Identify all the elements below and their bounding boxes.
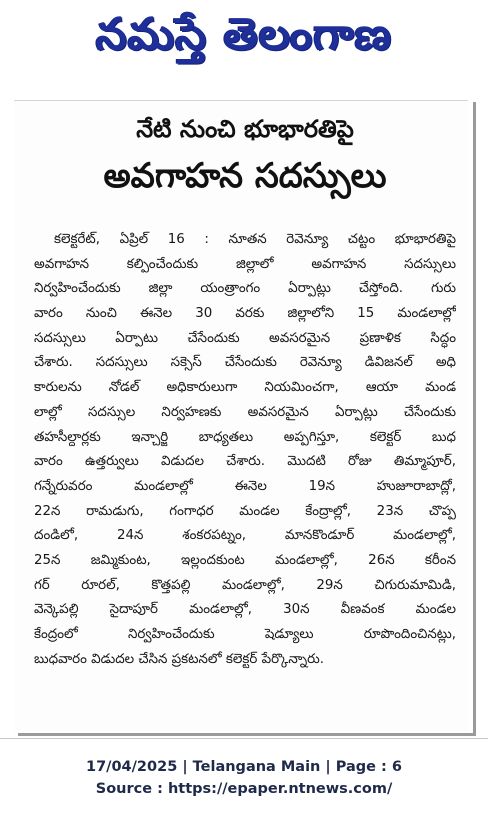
article-line: వారం ఉత్తర్వులు విడుదల చేశారు. మొదటి రోజు తిమ్మాపూర్, bbox=[34, 454, 456, 470]
headline-line-2: అవగాహన సదస్సులు bbox=[103, 156, 387, 196]
edition-info: 17/04/2025 | Telangana Main | Page : 6 bbox=[85, 759, 402, 775]
source-link[interactable]: Source : https://epaper.ntnews.com/ bbox=[95, 781, 393, 797]
article-line: అవగాహన కల్పించేందుకు జిల్లాలో అవగాహన సదస్సులు bbox=[34, 256, 456, 272]
newspaper-logo: నమస్తే తెలంగాణ bbox=[95, 9, 393, 60]
footer-divider bbox=[0, 738, 488, 739]
article-line: 25న జమ్మికుంట, ఇల్లందకుంట మండలాల్లో, 26న కరీంన bbox=[34, 552, 456, 568]
article-line: గన్నేరువరం మండలాల్లో ఈనెల 19న హుజూరాబాద్లో, bbox=[34, 478, 456, 494]
article-line: వారం నుంచి ఈనెల 30 వరకు జిల్లాలోని 15 మండలాల్లో bbox=[34, 306, 456, 322]
article-body bbox=[34, 228, 456, 724]
article-line: గర్ రూరల్, కొత్తపల్లి మండలాల్లో, 29న చిగురుమామిడి, bbox=[34, 577, 456, 593]
article-line: కేంద్రంలో నిర్వహించేందుకు షెడ్యూలు రూపొందించినట్లు, bbox=[34, 627, 456, 642]
page-footer bbox=[0, 756, 488, 800]
article-line: బుధవారం విడుదల చేసిన ప్రకటనలో కలెక్టర్ పేర్కొన్నారు. bbox=[34, 651, 324, 667]
article-line: కలెక్టరేట్, ఏప్రిల్ 16 : నూతన రెవెన్యూ చట్టం భూభారతిపై bbox=[54, 232, 456, 247]
article-line: లాల్లో సదస్సుల నిర్వహణకు అవసరమైన ఏర్పాట్లు చేసేందుకు bbox=[34, 404, 456, 420]
article-line: వెన్కెపల్లి సైదాపూర్ మండలాల్లో, 30న వీణవంక మండల bbox=[34, 602, 456, 618]
article-line: చేశారు. సదస్సులు సక్సెస్ చేసేందుకు రెవెన్యూ డివిజనల్ అధి bbox=[34, 355, 456, 371]
article-headline bbox=[30, 108, 460, 200]
article-line: తహసీల్దార్లకు ఇన్చార్జి బాధ్యతలు అప్పగిస్తూ, కలెక్టర్ బుధ bbox=[34, 429, 456, 445]
masthead bbox=[0, 0, 488, 80]
article-line: నిర్వహించేందుకు జిల్లా యంత్రాంగం ఏర్పాట్లు చేస్తోంది. గురు bbox=[34, 281, 456, 297]
article-line: 22న రామడుగు, గంగాధర మండల కేంద్రాల్లో, 23న చొప్ప bbox=[34, 503, 456, 519]
headline-line-1: నేటి నుంచి భూభారతిపై bbox=[136, 115, 354, 143]
article-line: కారులను నోడల్ అధికారులుగా నియమించగా, ఆయా మండ bbox=[34, 380, 456, 396]
article-line: దండిలో, 24న శంకరపట్నం, మానకొండూర్ మండలాల్లో, bbox=[34, 528, 456, 544]
article-line: సదస్సులు ఏర్పాటు చేసేందుకు అవసరమైన ప్రణాళిక సిద్ధం bbox=[34, 330, 456, 346]
